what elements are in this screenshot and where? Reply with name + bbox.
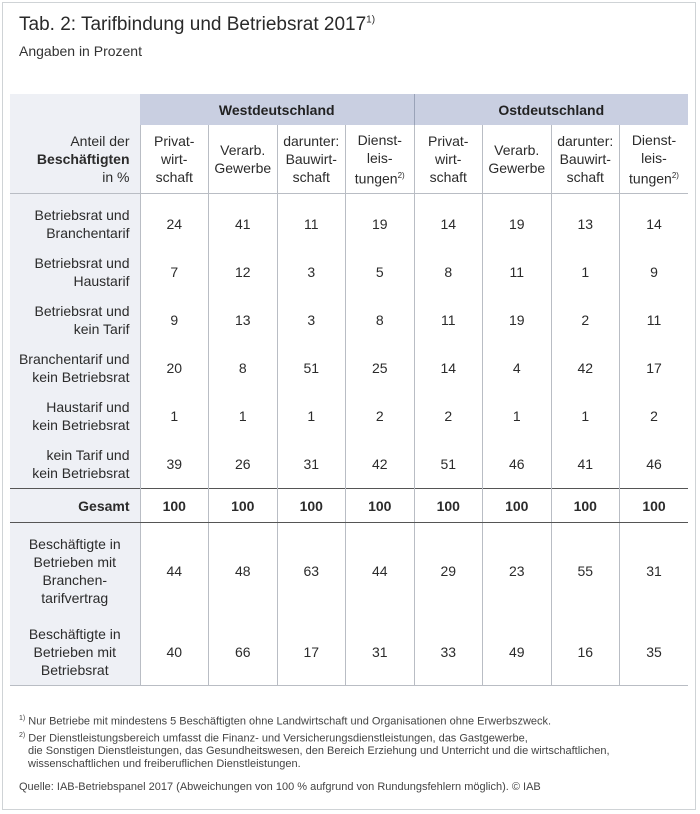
column-header: Privat- wirt- schaft [140, 125, 209, 194]
group-east: Ostdeutschland [414, 94, 688, 125]
value-cell: 8 [346, 296, 415, 344]
value-cell: 17 [646, 360, 662, 376]
value-cell: 2 [414, 392, 483, 440]
total-row [10, 489, 688, 523]
value-cell: 39 [140, 440, 209, 489]
value-cell: 40 [140, 619, 209, 686]
table-row [10, 523, 688, 620]
row-header-label: Anteil der Beschäftigten in % [10, 125, 140, 194]
value-cell: 41 [551, 440, 620, 489]
group-header-row [10, 94, 688, 125]
table-row [10, 440, 688, 489]
value-cell: 2 [551, 296, 620, 344]
value-cell: 1 [140, 392, 209, 440]
value-cell: 13 [551, 194, 620, 249]
value-cell: 19 [346, 194, 415, 249]
row-label: kein Tarif und kein Betriebsrat [10, 440, 140, 489]
value-cell: 31 [646, 563, 662, 579]
row-label: Haustarif und kein Betriebsrat [10, 392, 140, 440]
value-cell: 25 [346, 344, 415, 392]
value-cell: 1 [209, 392, 278, 440]
value-cell: 11 [414, 296, 483, 344]
column-header: darunter: Bauwirt- schaft [277, 125, 346, 194]
value-cell: 17 [277, 619, 346, 686]
value-cell: 46 [646, 456, 662, 472]
value-cell: 11 [277, 194, 346, 249]
column-header: Verarb. Gewerbe [483, 125, 552, 194]
value-cell: 31 [277, 440, 346, 489]
value-cell: 44 [140, 523, 209, 620]
value-cell: 100 [620, 489, 689, 523]
value-cell: 23 [483, 523, 552, 620]
value-cell: 100 [209, 489, 278, 523]
value-cell: 14 [414, 194, 483, 249]
footnote-2: $^{2)}$ Der Dienstleistungsbereich umfasst die Finanz- und Versicherungsdienstleistungen, das Gastgewerbe, die Sonstigen Dienstleistungen, das Gesundheitswesen, den Bereich Erziehung und Unterricht und die wirtschaftlichen, wissenschaftlichen und freiberuflichen Dienstleistungen. [19, 731, 610, 771]
column-header: Verarb. Gewerbe [209, 125, 278, 194]
value-cell: 3 [277, 248, 346, 296]
footnotes [19, 712, 679, 794]
value-cell: 42 [551, 344, 620, 392]
value-cell: 19 [483, 194, 552, 249]
value-cell: 7 [140, 248, 209, 296]
column-header: Dienst- leis- tungen$^{2)}$ [346, 125, 415, 194]
value-cell: 100 [346, 489, 415, 523]
value-cell: 1 [277, 392, 346, 440]
row-label: Betriebsrat und Haustarif [10, 248, 140, 296]
value-cell: 2 [650, 408, 658, 424]
row-label: Branchentarif und kein Betriebsrat [10, 344, 140, 392]
value-cell: 1 [551, 392, 620, 440]
value-cell: 14 [414, 344, 483, 392]
row-label: Beschäftigte in Betrieben mit Betriebsrat [10, 619, 140, 686]
column-header: Dienst- leis- tungen$^{2)}$ [620, 125, 689, 194]
value-cell: 100 [140, 489, 209, 523]
value-cell: 13 [209, 296, 278, 344]
table-row [10, 248, 688, 296]
corner-cell [10, 94, 140, 125]
value-cell: 100 [414, 489, 483, 523]
value-cell: 49 [483, 619, 552, 686]
table-subtitle: Angaben in Prozent [19, 43, 142, 59]
column-header-row [10, 125, 688, 194]
table-row [10, 194, 688, 249]
footnote-1: $^{1)}$ Nur Betriebe mit mindestens 5 Beschäftigten ohne Landwirtschaft und Organisationen ohne Erwerbszweck. [19, 715, 552, 728]
table-row [10, 619, 688, 686]
table-title: Tab. 2: Tarifbindung und Betriebsrat 2017$^{1)}$ [19, 14, 376, 35]
value-cell: 33 [414, 619, 483, 686]
value-cell: 51 [277, 344, 346, 392]
value-cell: 48 [209, 523, 278, 620]
data-table [10, 94, 688, 686]
source-note: Quelle: IAB-Betriebspanel 2017 (Abweichungen von 100 % aufgrund von Rundungsfehlern möglich). © IAB [19, 781, 541, 794]
value-cell: 46 [483, 440, 552, 489]
table-row [10, 296, 688, 344]
value-cell: 31 [346, 619, 415, 686]
value-cell: 11 [483, 248, 552, 296]
table-row [10, 392, 688, 440]
value-cell: 24 [140, 194, 209, 249]
value-cell: 42 [346, 440, 415, 489]
value-cell: 14 [646, 216, 662, 232]
table-bottom-border [10, 686, 688, 687]
value-cell: 100 [551, 489, 620, 523]
value-cell: 9 [650, 264, 658, 280]
value-cell: 26 [209, 440, 278, 489]
total-label: Gesamt [10, 489, 140, 523]
value-cell: 16 [551, 619, 620, 686]
value-cell: 2 [346, 392, 415, 440]
value-cell: 3 [277, 296, 346, 344]
value-cell: 12 [209, 248, 278, 296]
value-cell: 51 [414, 440, 483, 489]
value-cell: 11 [646, 312, 662, 328]
value-cell: 100 [277, 489, 346, 523]
column-header: Privat- wirt- schaft [414, 125, 483, 194]
value-cell: 66 [209, 619, 278, 686]
value-cell: 20 [140, 344, 209, 392]
value-cell: 44 [346, 523, 415, 620]
value-cell: 41 [209, 194, 278, 249]
value-cell: 35 [646, 644, 662, 660]
value-cell: 19 [483, 296, 552, 344]
value-cell: 1 [551, 248, 620, 296]
value-cell: 8 [414, 248, 483, 296]
title-footnote-mark: 1) [366, 14, 376, 26]
row-label: Betriebsrat und kein Tarif [10, 296, 140, 344]
column-header: darunter: Bauwirt- schaft [551, 125, 620, 194]
value-cell: 9 [140, 296, 209, 344]
value-cell: 63 [277, 523, 346, 620]
value-cell: 4 [483, 344, 552, 392]
value-cell: 100 [483, 489, 552, 523]
row-label: Betriebsrat und Branchentarif [10, 194, 140, 249]
value-cell: 8 [209, 344, 278, 392]
value-cell: 1 [483, 392, 552, 440]
row-label: Beschäftigte in Betrieben mit Branchen- tarifvertrag [10, 523, 140, 620]
value-cell: 5 [346, 248, 415, 296]
value-cell: 55 [551, 523, 620, 620]
table-row [10, 344, 688, 392]
value-cell: 29 [414, 523, 483, 620]
group-west: Westdeutschland [140, 94, 414, 125]
